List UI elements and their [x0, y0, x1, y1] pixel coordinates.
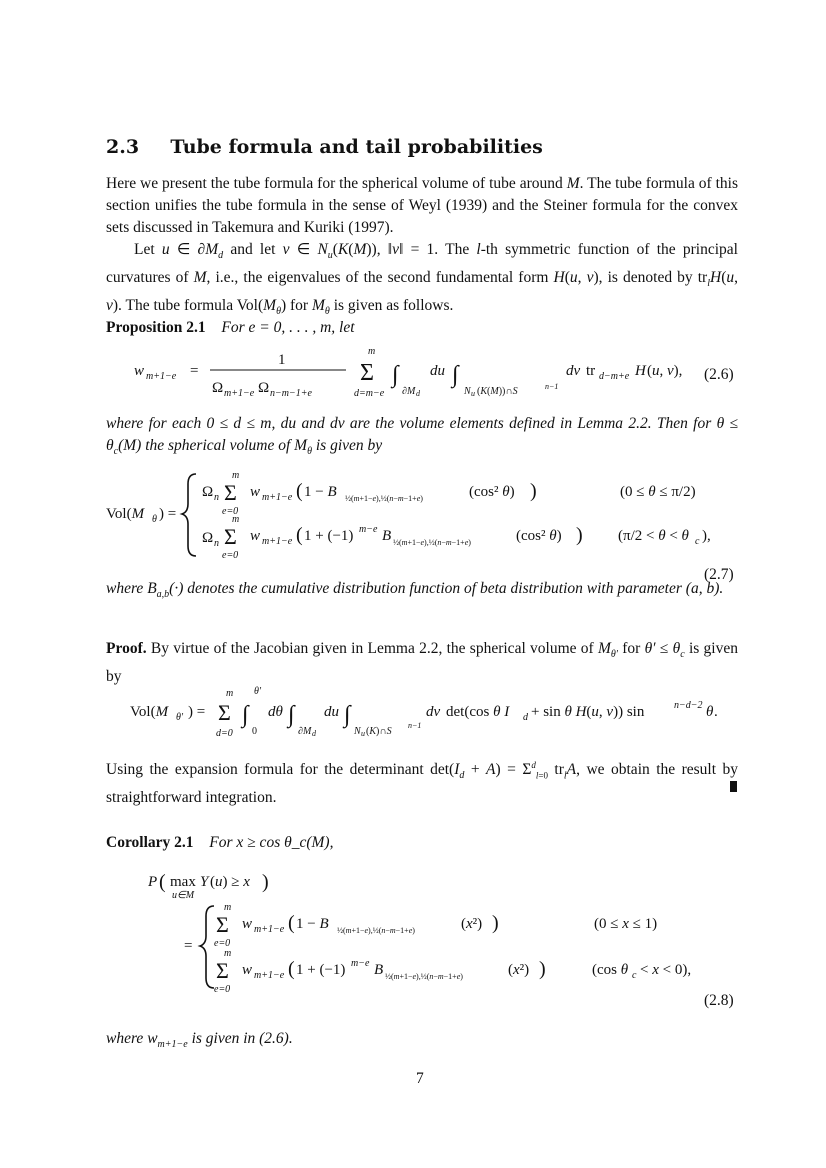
svg-text:(K)∩S: (K)∩S — [366, 726, 392, 737]
svg-text:n−1: n−1 — [545, 382, 559, 391]
equation-2-6 — [130, 340, 750, 410]
proof-label: Proof. — [106, 640, 147, 657]
svg-text:+ sin θ H(u, v)) sin: + sin θ H(u, v)) sin — [531, 704, 645, 720]
svg-text:(u) ≥ x: (u) ≥ x — [210, 874, 250, 890]
svg-text:.: . — [714, 704, 718, 720]
svg-text:m+1−e: m+1−e — [254, 924, 285, 935]
beta-note: where $B_{a,b}(\cdot)$ denotes the cumulative distribution function of beta distribution with parameter (a, b). — [106, 580, 724, 601]
svg-text:B: B — [374, 962, 384, 978]
svg-text:tr: tr — [586, 363, 596, 379]
svg-text:): ) — [492, 912, 499, 934]
svg-text:u: u — [471, 389, 475, 398]
svg-text:d=m−e: d=m−e — [354, 388, 385, 399]
svg-text:θ: θ — [152, 514, 157, 525]
svg-text:d−m+e: d−m+e — [599, 371, 630, 382]
svg-text:m: m — [224, 948, 232, 959]
svg-text:Ω: Ω — [258, 380, 270, 396]
svg-text:u∈M: u∈M — [172, 890, 195, 901]
corollary-label: Corollary 2.1 — [106, 834, 194, 851]
svg-text:(: ( — [296, 524, 303, 546]
probability-lhs — [148, 864, 348, 904]
intro-paragraph-2: Let u ∈ $\partial M_d$ and let v ∈ $N_u(K(M))$, ‖v‖ = 1. The l-th symmetric function of the principal curvatures of M, i.e., the eigenvalues of the second fundamental form H(u, v), is denoted by $tr_lH(u$, v). The tube formula $Vol(M_\theta)$ for $M_\theta$ is given as follows. — [106, 241, 738, 318]
svg-text:): ) — [539, 958, 546, 980]
proposition-statement: For e = 0, . . . , m, let — [221, 319, 355, 336]
svg-text:∂M: ∂M — [402, 386, 416, 397]
svg-text:∫: ∫ — [242, 702, 249, 728]
svg-text:): ) — [576, 524, 583, 546]
svg-text:1 + (−1): 1 + (−1) — [304, 528, 354, 544]
svg-text:det(cos θ I: det(cos θ I — [446, 704, 510, 720]
svg-text:(: ( — [288, 958, 295, 980]
equation-number-2-7: (2.7) — [704, 566, 734, 583]
svg-text:w: w — [242, 962, 253, 978]
svg-text:½(m+1−e),½(n−m−1+e): ½(m+1−e),½(n−m−1+e) — [337, 926, 415, 935]
svg-text:) =: ) = — [159, 506, 177, 522]
svg-text:θ′: θ′ — [254, 686, 262, 697]
svg-text:θ′: θ′ — [176, 712, 184, 723]
proof-conclusion: Using the expansion formula for the determinant $\det(I_d + A) = \Sigma^d_{l=0}$ $tr_lA$, we obtain the result by straightforward integration. — [106, 760, 738, 807]
svg-text:0: 0 — [252, 726, 257, 737]
svg-text:N: N — [464, 386, 471, 397]
svg-text:dv: dv — [566, 363, 581, 379]
svg-text:m+1−e: m+1−e — [146, 371, 177, 382]
page-number: 7 — [416, 1070, 424, 1087]
svg-text:m: m — [232, 470, 240, 481]
svg-text:n: n — [214, 538, 219, 549]
svg-text:< x < 0),: < x < 0), — [640, 962, 692, 978]
svg-text:): ) — [262, 871, 269, 893]
svg-text:d: d — [523, 712, 528, 723]
svg-text:c: c — [695, 536, 700, 547]
svg-text:d: d — [416, 389, 420, 398]
svg-text:½(m+1−e),½(n−m−1+e): ½(m+1−e),½(n−m−1+e) — [385, 972, 463, 981]
svg-text:m: m — [226, 688, 234, 699]
svg-text:1 + (−1): 1 + (−1) — [296, 962, 346, 978]
svg-text:1: 1 — [278, 352, 286, 368]
svg-text:du: du — [324, 704, 339, 720]
qed-symbol — [730, 781, 737, 792]
svg-text:1 − B: 1 − B — [296, 916, 329, 932]
svg-text:(cos θ: (cos θ — [592, 962, 629, 978]
svg-text:w: w — [242, 916, 253, 932]
svg-text:),: ), — [702, 528, 711, 544]
proof-paragraph: Proof. By virtue of the Jacobian given in Lemma 2.2, the spherical volume of $M_{\theta'}$ for $\theta' \le \theta_c$ is given by — [106, 640, 738, 686]
svg-text:m: m — [368, 346, 376, 357]
proof-equation — [128, 684, 728, 744]
svg-text:∫: ∫ — [392, 362, 399, 388]
svg-text:Ω: Ω — [202, 484, 214, 500]
svg-text:): ) — [530, 480, 537, 502]
equation-2-7 — [104, 466, 744, 562]
svg-text:θ: θ — [706, 704, 714, 720]
svg-text:½(m+1−e),½(n−m−1+e): ½(m+1−e),½(n−m−1+e) — [345, 494, 423, 503]
intro-paragraph-1: Here we present the tube formula for the spherical volume of tube around M. The tube formula of this section unifies the tube formula in the sense of Weyl (1939) and the Steiner formula for the convex sets discussed in Takemura and Kuriki (1997). — [106, 175, 738, 236]
svg-text:n: n — [214, 492, 219, 503]
svg-text:N: N — [354, 726, 361, 737]
svg-text:m−e: m−e — [359, 524, 378, 535]
svg-text:(: ( — [159, 871, 166, 893]
svg-text:d=0: d=0 — [216, 728, 233, 739]
svg-text:(x²): (x²) — [508, 962, 530, 978]
svg-text:w: w — [250, 484, 261, 500]
svg-text:u: u — [361, 729, 365, 738]
equation-number-2-6: (2.6) — [704, 366, 734, 383]
svg-text:m+1−e: m+1−e — [224, 388, 255, 399]
svg-text:m+1−e: m+1−e — [254, 970, 285, 981]
svg-text:½(m+1−e),½(n−m−1+e): ½(m+1−e),½(n−m−1+e) — [393, 538, 471, 547]
section-heading — [106, 136, 543, 158]
svg-text:P: P — [148, 874, 158, 890]
section-title: Tube formula and tail probabilities — [170, 136, 543, 158]
svg-text:n−1: n−1 — [408, 721, 422, 730]
svg-text:e=0: e=0 — [222, 550, 239, 561]
svg-text:m+1−e: m+1−e — [262, 536, 293, 547]
svg-text:n−d−2: n−d−2 — [674, 700, 703, 711]
svg-text:Σ: Σ — [224, 524, 237, 549]
svg-text:(cos² θ): (cos² θ) — [516, 528, 562, 544]
svg-text:) =: ) = — [188, 704, 206, 720]
svg-text:du: du — [430, 363, 445, 379]
equation-number-2-8: (2.8) — [704, 992, 734, 1009]
section-number: 2.3 — [106, 136, 140, 158]
equation-2-8 — [180, 900, 740, 996]
svg-text:=: = — [190, 363, 199, 379]
svg-text:(: ( — [296, 480, 303, 502]
svg-text:∂M: ∂M — [298, 726, 312, 737]
svg-text:d: d — [312, 729, 316, 738]
svg-text:(u, v),: (u, v), — [647, 363, 683, 379]
svg-text:e=0: e=0 — [222, 506, 239, 517]
svg-text:(0 ≤ θ ≤ π/2): (0 ≤ θ ≤ π/2) — [620, 484, 696, 500]
svg-text:Σ: Σ — [218, 700, 231, 725]
svg-text:(K(M))∩S: (K(M))∩S — [477, 386, 518, 397]
svg-text:=: = — [184, 938, 193, 954]
svg-text:Σ: Σ — [216, 912, 229, 937]
svg-text:Ω: Ω — [202, 530, 214, 546]
svg-text:Σ: Σ — [360, 360, 374, 386]
svg-text:Ω: Ω — [212, 380, 224, 396]
svg-text:Y: Y — [200, 874, 209, 890]
svg-text:(x²): (x²) — [461, 916, 483, 932]
svg-text:B: B — [382, 528, 392, 544]
svg-text:Σ: Σ — [224, 480, 237, 505]
svg-text:1 − B: 1 − B — [304, 484, 337, 500]
svg-text:dθ: dθ — [268, 704, 283, 720]
proposition-continuation: where for each 0 ≤ d ≤ m, du and dv are the volume elements defined in Lemma 2.2. Then for $\theta \le \theta_c(M)$ the spherical volume of $M_\theta$ is given by — [106, 415, 738, 458]
svg-text:dv: dv — [426, 704, 441, 720]
svg-text:∫: ∫ — [344, 702, 351, 728]
svg-text:m: m — [232, 514, 240, 525]
svg-text:(: ( — [288, 912, 295, 934]
proposition-label: Proposition 2.1 — [106, 319, 206, 336]
svg-text:∫: ∫ — [288, 702, 295, 728]
svg-text:max: max — [170, 874, 196, 890]
svg-text:m: m — [224, 902, 232, 913]
svg-text:w: w — [250, 528, 261, 544]
svg-text:m−e: m−e — [351, 958, 370, 969]
svg-text:(π/2 < θ < θ: (π/2 < θ < θ — [618, 528, 689, 544]
svg-text:m+1−e: m+1−e — [262, 492, 293, 503]
svg-text:(0 ≤ x ≤ 1): (0 ≤ x ≤ 1) — [594, 916, 658, 932]
svg-text:c: c — [632, 970, 637, 981]
svg-text:H: H — [635, 363, 646, 379]
corollary-header — [106, 832, 333, 854]
svg-text:∫: ∫ — [452, 362, 459, 388]
svg-text:Vol(M: Vol(M — [106, 506, 145, 522]
proposition-header — [106, 317, 355, 339]
svg-text:n−m−1+e: n−m−1+e — [270, 388, 312, 399]
svg-text:Vol(M: Vol(M — [130, 704, 169, 720]
svg-text:e=0: e=0 — [214, 938, 231, 949]
corollary-statement: For x ≥ cos θ_c(M), — [209, 834, 334, 851]
svg-text:Σ: Σ — [216, 958, 229, 983]
svg-text:e=0: e=0 — [214, 984, 231, 995]
svg-text:w: w — [134, 363, 145, 379]
corollary-note: where $w_{m+1-e}$ is given in (2.6). — [106, 1030, 293, 1051]
svg-text:(cos² θ): (cos² θ) — [469, 484, 515, 500]
